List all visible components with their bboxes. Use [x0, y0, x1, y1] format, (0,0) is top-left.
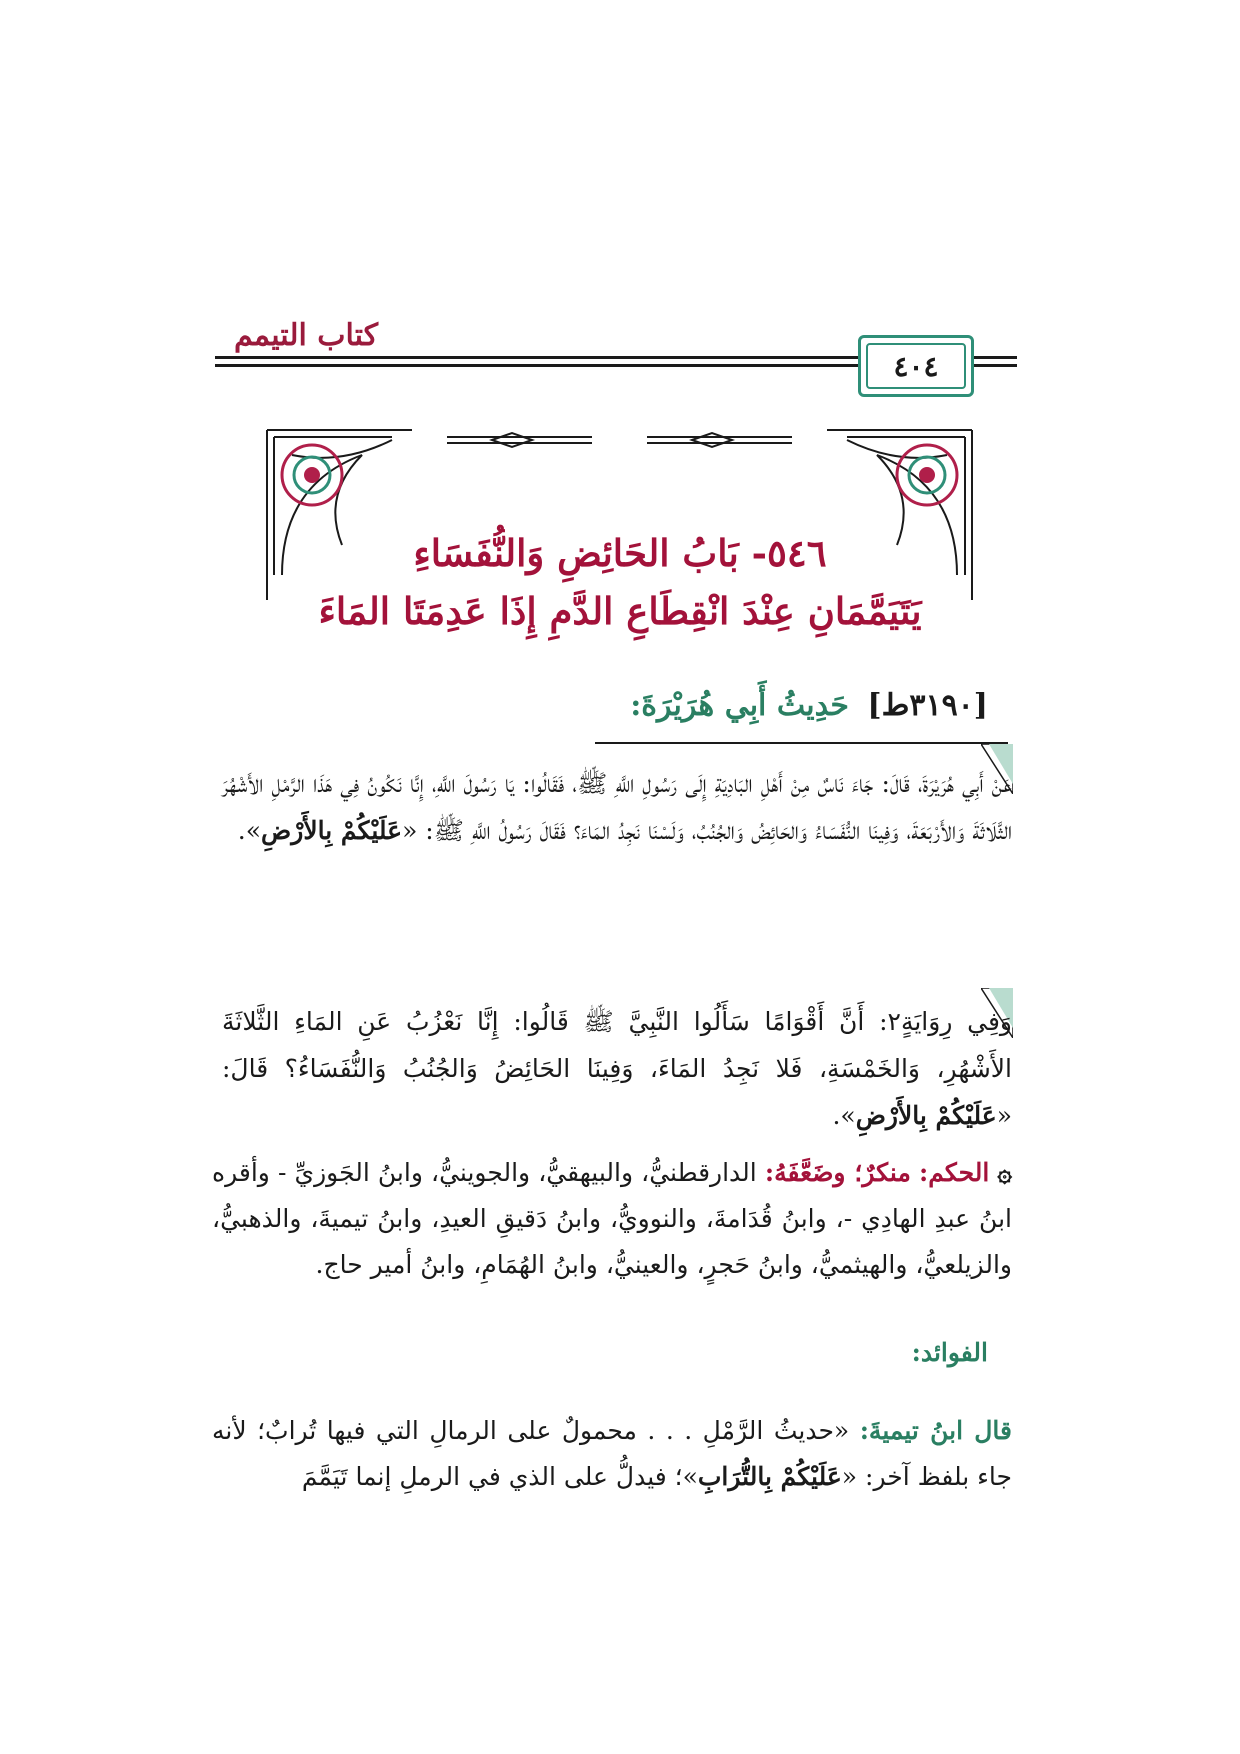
ruling-text: الدارقطنيُّ، والبيهقيُّ، والجوينيُّ، وابنُ الجَوزيِّ - وأقره ابنُ عبدِ الهادِي -، وابنُ قُدَامةَ، والنوويُّ، وابنُ دَقيقِ العيدِ، وابنُ تيميةَ، والذهبيُّ، والزيلعيُّ، والهيثميُّ، وابنُ حَجرٍ، والعينيُّ، وابنُ الهُمَامِ، وابنُ أمير حاج.	[212, 1158, 1012, 1279]
running-title: كتاب التيمم	[233, 318, 378, 353]
chapter-subtitle: يَتَيَمَّمَانِ عِنْدَ انْقِطَاعِ الدَّمِ إِذَا عَدِمَتَا المَاءَ	[318, 589, 922, 633]
quote-text-1: «حديثُ الرَّمْلِ . . . محمولٌ على الرمالِ التي فيها تُرابٌ؛ لأنه جاء بلفظ آخر: «	[212, 1416, 1012, 1491]
ornament-bars-icon	[447, 433, 792, 447]
ruling-label: الحكم:	[918, 1158, 990, 1187]
ruling-paragraph	[212, 1150, 1012, 1288]
quote-paragraph	[212, 1408, 1012, 1500]
narration-2	[222, 998, 1012, 1139]
narration-1-end: ».	[237, 816, 262, 845]
narration-1-bold: عَلَيْكُمْ بِالأَرْضِ	[261, 816, 403, 845]
hadith-code: [٣١٩٠ط]	[867, 688, 988, 723]
quote-bold: عَلَيْكُمْ بِالتُّرَابِ	[697, 1462, 842, 1491]
quote-speaker: قال ابنُ تيميةَ:	[859, 1416, 1012, 1445]
quote-text-2: »؛ فيدلُّ على الذي في الرملِ إنما تَيَمَّمَ	[301, 1462, 698, 1491]
chapter-title: ٥٤٦- بَابُ الحَائِضِ وَالنُّفَسَاءِ	[413, 531, 827, 575]
narration-1-text: عَنْ أَبِي هُرَيْرَةَ، قَالَ: جَاءَ نَاسٌ مِنْ أَهْلِ البَادِيَةِ إِلَى رَسُولِ اللَّهِ ﷺ، فَقَالُوا: يَا رَسُولَ اللَّهِ، إِنَّا نَكُونُ فِي هَذَا الرَّمْلِ الأَشْهُرَ الثَّلَاثَةَ وَالأَرْبَعَةَ، وَفِينَا النُّفَسَاءُ وَالحَائِضُ وَالجُنُبُ، وَلَسْنَا نَجِدُ المَاءَ؟ فَقَالَ رَسُولُ اللَّهِ ﷺ: «	[222, 769, 1012, 845]
page-number: ٤٠٤	[893, 349, 939, 383]
hadith-rule	[595, 742, 1008, 744]
narration-2-end: ».	[832, 1101, 856, 1130]
narration-2-text: وَفِي رِوَايَةٍ٢: أَنَّ أَقْوَامًا سَأَلُوا النَّبِيَّ ﷺ قَالُوا: إِنَّا نَعْزُبُ عَنِ المَاءِ الثَّلاثَةَ الأَشْهُرِ، وَالخَمْسَةِ، فَلا نَجِدُ المَاءَ، وَفِينَا الحَائِضُ وَالجُنُبُ وَالنُّفَسَاءُ؟ قَالَ: «	[222, 1007, 1012, 1130]
page-number-box	[858, 335, 974, 397]
narration-1	[222, 760, 1012, 854]
ruling-verdict: منكرٌ؛ وضَعَّفَهُ:	[764, 1158, 911, 1187]
flower-icon: ۞	[997, 1158, 1013, 1187]
benefits-heading: الفوائد:	[911, 1338, 988, 1367]
hadith-heading	[188, 688, 988, 723]
narration-2-bold: عَلَيْكُمْ بِالأَرْضِ	[855, 1101, 997, 1130]
hadith-name: حَدِيثُ أَبِي هُرَيْرَةَ:	[630, 688, 849, 723]
chapter-ornament	[262, 425, 977, 605]
